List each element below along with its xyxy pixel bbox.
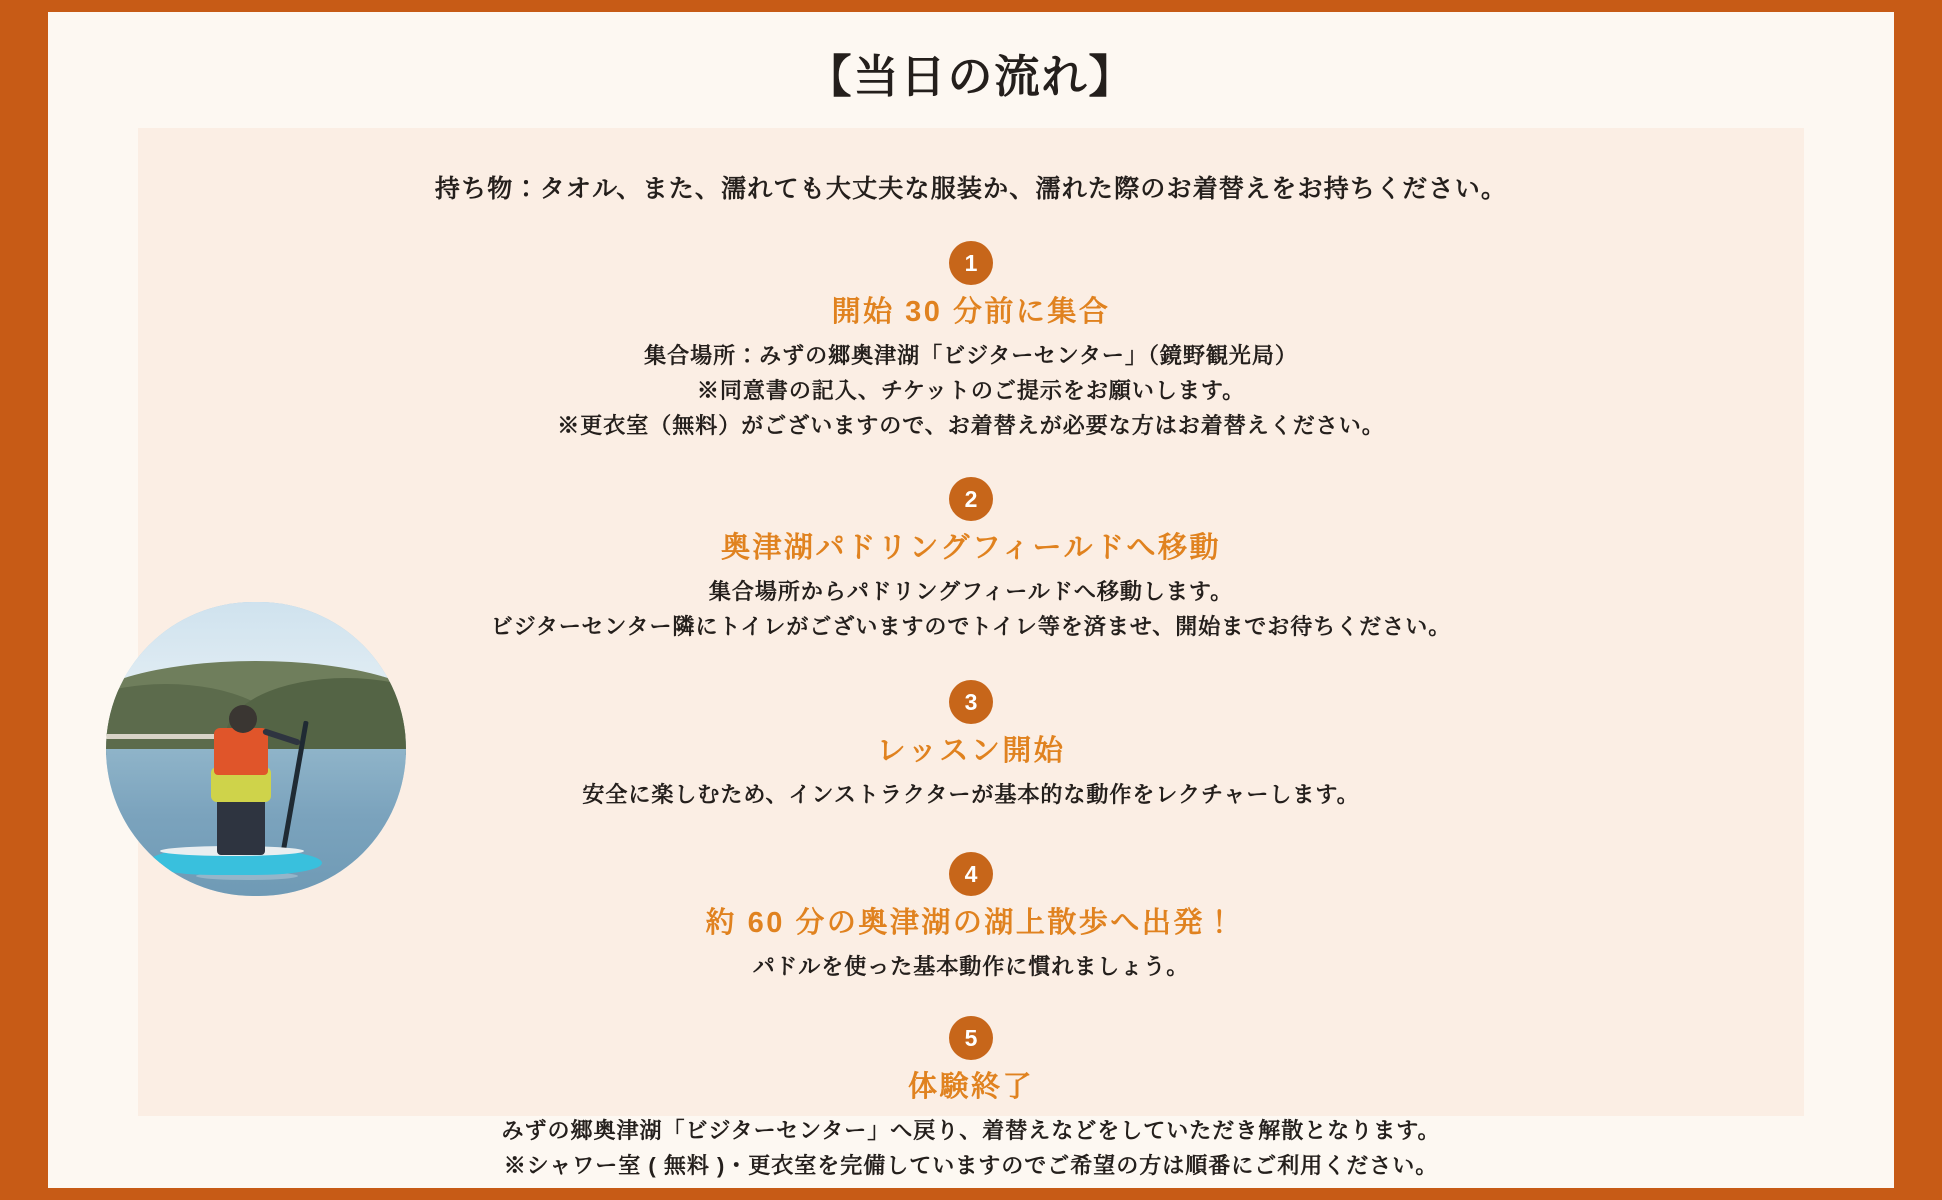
list-item bbox=[138, 1016, 1804, 1183]
step-line: 安全に楽しむため、インストラクターが基本的な動作をレクチャーします。 bbox=[582, 782, 1360, 807]
document-page bbox=[48, 12, 1894, 1188]
step-badge: 3 bbox=[949, 680, 993, 724]
step-heading: 約 60 分の奥津湖の湖上散歩へ出発！ bbox=[705, 907, 1237, 940]
sup-paddler-on-lake-photo bbox=[106, 602, 406, 896]
bring-items-note: 持ち物：タオル、また、濡れても大丈夫な服装か、濡れた際のお着替えをお持ちください。 bbox=[434, 175, 1508, 203]
page-title: 【当日の流れ】 bbox=[806, 51, 1136, 102]
step-line: ビジターセンター隣にトイレがございますのでトイレ等を済ませ、開始までお待ちください。 bbox=[490, 614, 1452, 640]
step-line: パドルを使った基本動作に慣れましょう。 bbox=[752, 953, 1190, 979]
step-heading: レッスン開始 bbox=[876, 735, 1066, 768]
step-badge: 2 bbox=[949, 477, 993, 521]
step-heading: 開始 30 分前に集合 bbox=[831, 296, 1111, 328]
step-line: 集合場所：みずの郷奥津湖「ビジターセンター」（鏡野観光局） bbox=[644, 342, 1298, 368]
photo-paddler-life-vest bbox=[214, 728, 268, 775]
step-line: ※同意書の記入、チケットのご提示をお願いします。 bbox=[696, 377, 1246, 403]
step-badge: 4 bbox=[949, 852, 993, 896]
step-badge: 1 bbox=[949, 241, 993, 285]
step-line: みずの郷奥津湖「ビジターセンター」へ戻り、着替えなどをしていただき解散となります。 bbox=[501, 1117, 1441, 1143]
step-line: 集合場所からパドリングフィールドへ移動します。 bbox=[708, 578, 1234, 604]
step-line: ※シャワー室 ( 無料 )・更衣室を完備していますのでご希望の方は順番にご利用ください。 bbox=[503, 1152, 1439, 1178]
step-badge: 5 bbox=[949, 1016, 993, 1060]
step-heading: 体験終了 bbox=[907, 1071, 1034, 1104]
list-item bbox=[138, 241, 1804, 443]
photo-paddler-head bbox=[229, 705, 257, 733]
step-heading: 奥津湖パドリングフィールドへ移動 bbox=[721, 532, 1221, 565]
step-line: ※更衣室（無料）がございますので、お着替えが必要な方はお着替えください。 bbox=[557, 413, 1385, 439]
